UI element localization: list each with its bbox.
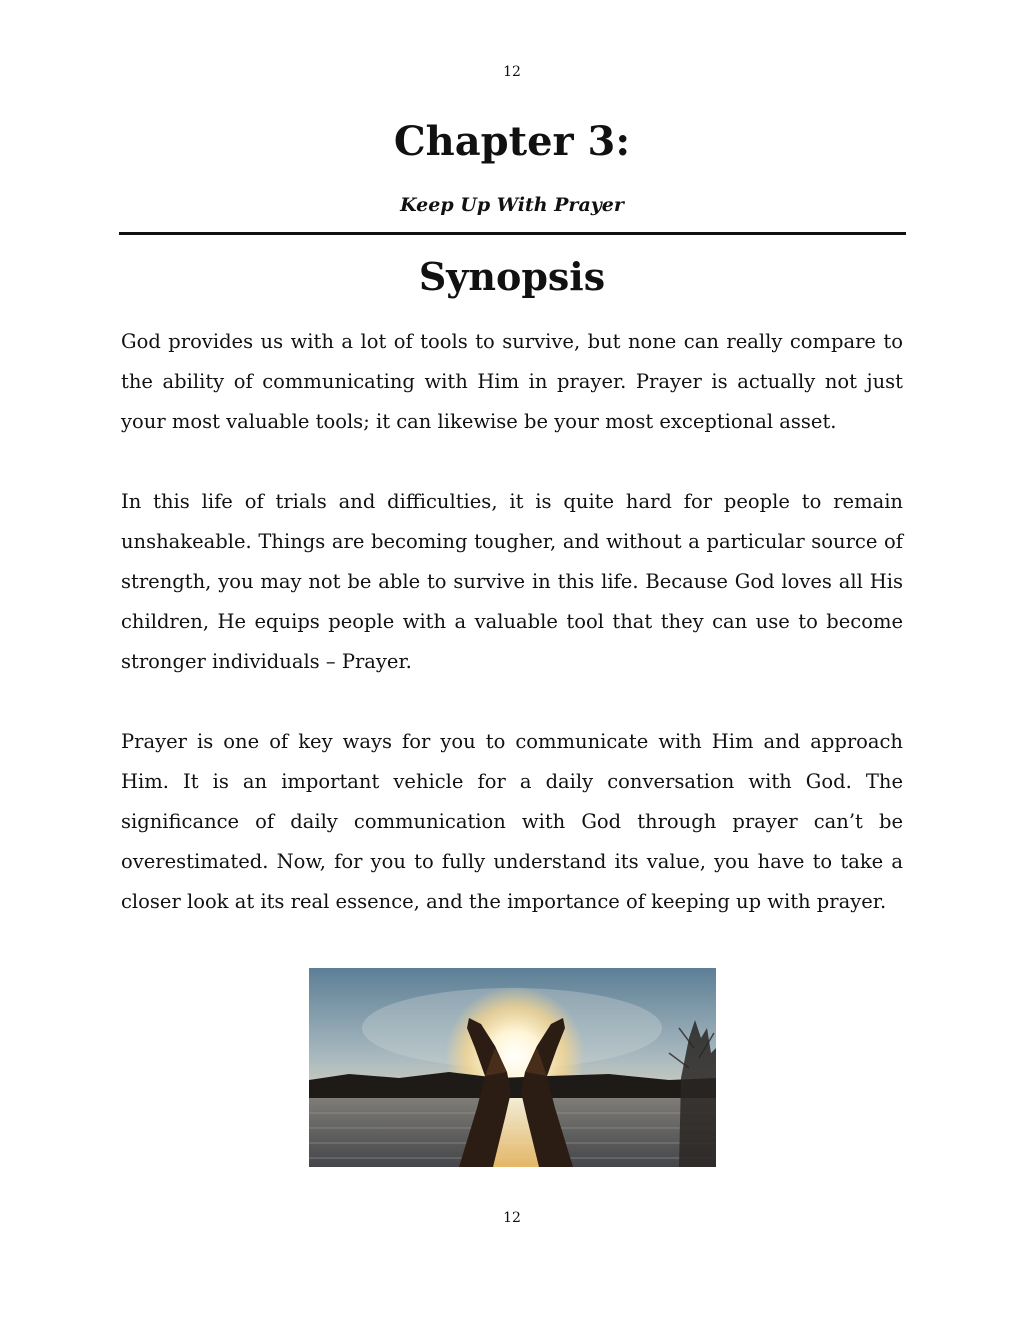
section-heading: Synopsis: [418, 254, 606, 299]
paragraph-2: In this life of trials and difficulties, it is quite hard for people to remain unshakeable. Things are becoming tougher, and without a particular source of strength, you may not be able to survive in this life. Because God loves all His children, He equips people with a valuable tool that they can use to become stronger individuals – Prayer.: [121, 490, 903, 673]
chapter-subtitle: Keep Up With Prayer: [400, 194, 624, 216]
divider-rule: [119, 232, 906, 235]
paragraph-3: Prayer is one of key ways for you to communicate with Him and approach Him. It is an important vehicle for a daily conversation with God. The significance of daily communication with God through prayer can’t be overestimated. Now, for you to fully understand its value, you have to take a closer look at its real essence, and the importance of keeping up with prayer.: [121, 730, 903, 913]
chapter-title: Chapter 3:: [393, 118, 631, 165]
prayer-hands-sunset-image: [309, 968, 716, 1167]
paragraph-1: God provides us with a lot of tools to survive, but none can really compare to the ability of communicating with Him in prayer. Prayer is actually not just your most valuable tools; it can likewise be your most exceptional asset.: [121, 330, 903, 433]
page-number-top: 12: [503, 64, 521, 80]
body-text: [121, 322, 903, 962]
page-number-bottom: 12: [503, 1210, 521, 1226]
